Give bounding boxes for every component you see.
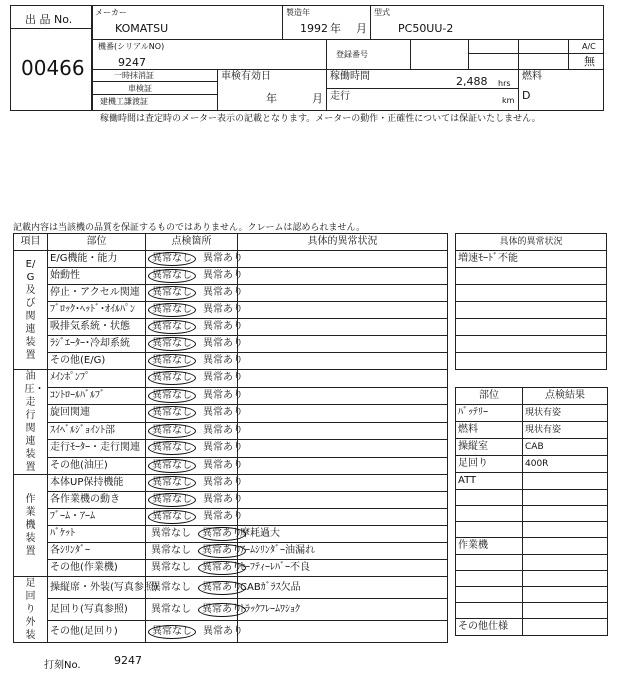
ng-option: 異常あり: [203, 389, 243, 401]
check-cell: [146, 440, 243, 458]
result-part: [456, 587, 523, 603]
ng-option: 異常あり: [203, 338, 243, 349]
ng-option: 異常あり: [203, 459, 243, 471]
result-part: [456, 506, 523, 522]
table-row: [14, 405, 448, 423]
inspection-table: [13, 233, 448, 643]
detail-row: [456, 302, 607, 319]
ng-option: 異常あり: [203, 321, 243, 332]
table-row: [14, 509, 448, 526]
detail-row-text: 増速ﾓｰﾄﾞ不能: [456, 251, 607, 268]
col-header-part: 部位: [48, 234, 146, 251]
group-label: [14, 577, 48, 643]
result-row: [456, 506, 608, 522]
year-label: 製造年: [286, 8, 310, 17]
detail-cell: [238, 285, 448, 302]
ng-option: 異常あり: [203, 270, 243, 281]
result-part: ATT: [456, 473, 523, 490]
ng-option: 異常あり: [198, 544, 246, 558]
ng-option: 異常あり: [203, 442, 243, 454]
detail-row: [456, 285, 607, 302]
part-cell: 本体UP保持機能: [48, 475, 146, 492]
detail-cell: CABｶﾞﾗｽ欠品: [238, 577, 448, 599]
model-value: PC50UU-2: [398, 22, 454, 35]
registration-label: 登録番号: [336, 50, 368, 59]
result-row: [456, 603, 608, 619]
part-cell: 操縦席・外装(写真参照): [48, 577, 146, 599]
inspection-expiry-label: 車検有効日: [221, 71, 271, 82]
part-cell: ﾌﾞｰﾑ・ｱｰﾑ: [48, 509, 146, 526]
result-part: [456, 571, 523, 587]
temp-cancel-label: 一時抹消証: [114, 71, 154, 80]
result-header-result: 点検結果: [523, 388, 608, 405]
inspection-year-unit: 年: [266, 92, 277, 105]
table-row: [14, 336, 448, 353]
ok-option: 異常なし: [151, 545, 191, 556]
ok-option: 異常なし: [148, 493, 196, 507]
result-row: [456, 490, 608, 506]
part-cell: 走行ﾓｰﾀｰ・走行関連: [48, 440, 146, 458]
fuel-label: 燃料: [522, 71, 542, 82]
item-number-label: 出 品 No.: [25, 13, 73, 26]
ok-option: 異常なし: [148, 286, 196, 300]
result-value: 現状有姿: [523, 405, 608, 422]
ok-option: 異常なし: [148, 252, 196, 266]
detail-cell: [238, 268, 448, 285]
table-row: [14, 319, 448, 336]
result-value: CAB: [523, 439, 608, 456]
hours-note: 稼働時間は査定時のメーター表示の記載となります。メーターの動作・正確性については保証いたしません。: [100, 114, 541, 124]
result-value: [523, 555, 608, 571]
part-cell: 各作業機の動き: [48, 492, 146, 509]
check-cell: [146, 387, 243, 405]
inspection-month-unit: 月: [312, 92, 323, 105]
result-value: [523, 490, 608, 506]
result-part: 操縦室: [456, 439, 523, 456]
detail-row: [456, 319, 607, 336]
part-cell: 各ｼﾘﾝﾀﾞｰ: [48, 543, 146, 560]
maker-label: メーカー: [95, 8, 127, 17]
detail-row-text: [456, 285, 607, 302]
check-cell: [146, 405, 243, 423]
result-row: [456, 439, 608, 456]
table-row: [14, 422, 448, 440]
table-row: [14, 621, 448, 643]
right-result-table-wrap: [455, 387, 608, 636]
hours-unit: hrs: [498, 79, 511, 88]
table-row: [14, 543, 448, 560]
year-value: 1992: [300, 22, 328, 35]
result-part: その他仕様: [456, 619, 523, 636]
result-part: [456, 490, 523, 506]
result-part: [456, 555, 523, 571]
ng-option: 異常あり: [203, 625, 243, 637]
part-cell: 旋回関連: [48, 405, 146, 423]
result-value: [523, 522, 608, 538]
check-cell: [146, 475, 243, 492]
table-row: [14, 302, 448, 319]
detail-row-text: [456, 268, 607, 285]
check-cell: [146, 599, 242, 621]
part-cell: ﾗｼﾞｴｰﾀｰ･冷却系統: [48, 336, 146, 353]
result-row: [456, 405, 608, 422]
part-cell: 吸排気系統・状態: [48, 319, 146, 336]
distance-label: 走行: [330, 91, 350, 102]
result-row: [456, 619, 608, 636]
ok-option: 異常なし: [148, 303, 196, 317]
detail-row-text: [456, 336, 607, 353]
result-value: [523, 603, 608, 619]
col-header-detail: 具体的異常状況: [238, 234, 448, 251]
detail-row: [456, 336, 607, 353]
group-label-text: 油圧・走行関連装置: [24, 371, 45, 473]
ok-option: 異常なし: [148, 389, 196, 403]
table-row: [14, 560, 448, 577]
table-row: [14, 440, 448, 458]
check-cell: [146, 577, 242, 599]
detail-cell: [238, 509, 448, 526]
check-cell: [146, 285, 243, 302]
check-cell: [146, 457, 243, 475]
result-row: [456, 538, 608, 555]
detail-row-text: [456, 319, 607, 336]
check-cell: [146, 268, 243, 285]
detail-cell: ﾄﾗｯｸﾌﾚｰﾑﾜｼｮｸ: [238, 599, 448, 621]
part-cell: ﾌﾞﾛｯｸ･ﾍｯﾄﾞ･ｵｲﾙﾊﾟﾝ: [48, 302, 146, 319]
stamp-label: 打刻No.: [44, 660, 81, 671]
ok-option: 異常なし: [148, 371, 196, 385]
ng-option: 異常あり: [203, 253, 243, 264]
detail-row-text: [456, 302, 607, 319]
check-cell: [146, 251, 243, 268]
col-header-check: 点検箇所: [146, 234, 238, 251]
group-label-text: E/G及び関連装置: [25, 259, 36, 361]
part-cell: その他(作業機): [48, 560, 146, 577]
result-value: 400R: [523, 456, 608, 473]
result-header-part: 部位: [456, 388, 523, 405]
ng-option: 異常あり: [203, 304, 243, 315]
stamp-value: 9247: [114, 654, 142, 667]
ng-option: 異常あり: [198, 581, 246, 595]
inspection-table-wrap: [13, 233, 448, 643]
detail-cell: ｾｰﾌﾃｨｰﾚﾊﾞｰ不良: [238, 560, 448, 577]
ng-option: 異常あり: [203, 287, 243, 298]
detail-cell: [238, 422, 448, 440]
table-row: [14, 599, 448, 621]
table-row: [14, 387, 448, 405]
table-row: [14, 353, 448, 370]
detail-cell: [238, 251, 448, 268]
ok-option: 異常なし: [148, 406, 196, 420]
hours-label: 稼働時間: [330, 71, 370, 82]
item-number-box: [10, 5, 92, 111]
detail-row-text: [456, 353, 607, 370]
group-label: [14, 370, 48, 475]
ok-option: 異常なし: [148, 459, 196, 473]
check-cell: [146, 526, 242, 543]
group-label: [14, 251, 48, 370]
ok-option: 異常なし: [148, 269, 196, 283]
vehicle-cert-label: 車検証: [128, 84, 152, 93]
detail-cell: [238, 440, 448, 458]
ok-option: 異常なし: [148, 625, 196, 639]
detail-cell: [238, 370, 448, 388]
check-cell: [146, 543, 242, 560]
result-row: [456, 555, 608, 571]
part-cell: E/G機能・能力: [48, 251, 146, 268]
result-value: 現状有姿: [523, 422, 608, 439]
result-part: 作業機: [456, 538, 523, 555]
ok-option: 異常なし: [148, 320, 196, 334]
table-row: [14, 285, 448, 302]
group-label: [14, 475, 48, 577]
item-number: 00466: [21, 56, 85, 80]
table-row: [14, 251, 448, 268]
detail-cell: [238, 302, 448, 319]
table-row: [14, 457, 448, 475]
detail-cell: ｱｰﾑｼﾘﾝﾀﾞｰ油漏れ: [238, 543, 448, 560]
right-detail-table: [455, 233, 607, 370]
detail-row: [456, 251, 607, 268]
check-cell: [146, 302, 243, 319]
distance-unit: km: [502, 96, 515, 105]
detail-cell: [238, 353, 448, 370]
ok-option: 異常なし: [151, 562, 191, 573]
table-row: [14, 492, 448, 509]
check-cell: [146, 509, 243, 526]
month-unit: 月: [356, 22, 367, 35]
table-row: [14, 370, 448, 388]
part-cell: ﾊﾞｹｯﾄ: [48, 526, 146, 543]
construction-cert-label: 建機工謙渡証: [100, 97, 148, 106]
right-result-table: [455, 387, 608, 636]
ng-option: 異常あり: [198, 561, 246, 575]
fuel-value: D: [522, 89, 531, 102]
ng-option: 異常あり: [203, 355, 243, 366]
ok-option: 異常なし: [148, 337, 196, 351]
result-row: [456, 456, 608, 473]
result-value: [523, 571, 608, 587]
part-cell: その他(足回り): [48, 621, 146, 643]
table-row: [14, 268, 448, 285]
result-row: [456, 522, 608, 538]
result-value: [523, 473, 608, 490]
detail-cell: [238, 387, 448, 405]
ok-option: 異常なし: [151, 603, 191, 615]
result-row: [456, 422, 608, 439]
detail-row: [456, 268, 607, 285]
col-header-item: 項目: [14, 234, 48, 251]
ok-option: 異常なし: [151, 581, 191, 593]
result-part: 燃料: [456, 422, 523, 439]
check-cell: [146, 336, 243, 353]
part-cell: ｺﾝﾄﾛｰﾙﾊﾞﾙﾌﾞ: [48, 387, 146, 405]
disclaimer: 記載内容は当該機の品質を保証するものではありません。クレームは認められません。: [13, 223, 366, 233]
result-part: 足回り: [456, 456, 523, 473]
part-cell: その他(油圧): [48, 457, 146, 475]
maker-value: KOMATSU: [115, 22, 169, 35]
right-detail-header: 具体的異常状況: [456, 234, 607, 251]
group-label-text: 足回り外装: [25, 578, 36, 641]
ng-option: 異常あり: [203, 407, 243, 419]
ng-option: 異常あり: [198, 603, 246, 617]
part-cell: 足回り(写真参照): [48, 599, 146, 621]
detail-cell: [238, 319, 448, 336]
ok-option: 異常なし: [148, 354, 196, 368]
result-value: [523, 587, 608, 603]
ok-option: 異常なし: [148, 424, 196, 438]
result-part: [456, 522, 523, 538]
group-label-text: 作業機装置: [25, 494, 36, 557]
serial-label: 機番(シリアルNO): [98, 42, 165, 51]
check-cell: [146, 492, 243, 509]
result-part: [456, 603, 523, 619]
result-row: [456, 473, 608, 490]
detail-row: [456, 353, 607, 370]
result-row: [456, 571, 608, 587]
detail-cell: [238, 336, 448, 353]
result-row: [456, 587, 608, 603]
ng-option: 異常あり: [203, 477, 243, 488]
part-cell: その他(E/G): [48, 353, 146, 370]
part-cell: 始動性: [48, 268, 146, 285]
result-value: [523, 506, 608, 522]
table-row: [14, 526, 448, 543]
ac-label: A/C: [582, 42, 596, 51]
part-cell: ｽｲﾍﾞﾙｼﾞｮｲﾝﾄ部: [48, 422, 146, 440]
detail-cell: [238, 492, 448, 509]
detail-cell: [238, 405, 448, 423]
ng-option: 異常あり: [203, 372, 243, 384]
result-value: [523, 619, 608, 636]
serial-value: 9247: [118, 56, 146, 69]
detail-cell: [238, 457, 448, 475]
ok-option: 異常なし: [148, 476, 196, 490]
ng-option: 異常あり: [203, 424, 243, 436]
year-unit: 年: [330, 22, 341, 35]
ng-option: 異常あり: [198, 527, 246, 541]
detail-cell: [238, 475, 448, 492]
check-cell: [146, 370, 243, 388]
ng-option: 異常あり: [203, 511, 243, 522]
ng-option: 異常あり: [203, 494, 243, 505]
check-cell: [146, 621, 243, 643]
model-label: 型式: [374, 8, 390, 17]
ok-option: 異常なし: [151, 528, 191, 539]
check-cell: [146, 319, 243, 336]
result-part: ﾊﾞｯﾃﾘｰ: [456, 405, 523, 422]
result-value: [523, 538, 608, 555]
check-cell: [146, 422, 243, 440]
ok-option: 異常なし: [148, 510, 196, 524]
part-cell: 停止・アクセル関連: [48, 285, 146, 302]
table-row: [14, 475, 448, 492]
part-cell: ﾒｲﾝﾎﾟﾝﾌﾟ: [48, 370, 146, 388]
table-row: [14, 577, 448, 599]
check-cell: [146, 560, 242, 577]
detail-cell: [238, 621, 448, 643]
check-cell: [146, 353, 243, 370]
detail-cell: 摩耗過大: [238, 526, 448, 543]
ac-value: 無: [584, 55, 595, 68]
hours-value: 2,488: [456, 75, 488, 88]
ok-option: 異常なし: [148, 441, 196, 455]
right-detail-table-wrap: [455, 233, 607, 370]
